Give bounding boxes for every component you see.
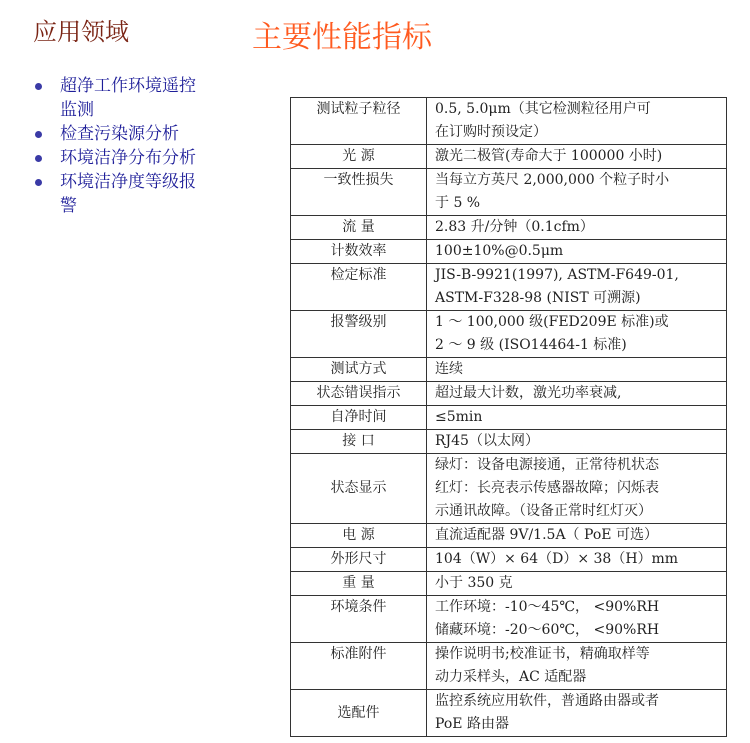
spec-value: 监控系统应用软件，普通路由器或者 PoE 路由器 bbox=[427, 690, 727, 737]
application-item-label: 环境洁净分布分析 bbox=[60, 148, 196, 168]
table-row bbox=[291, 169, 727, 216]
bullet-icon bbox=[35, 131, 42, 138]
spec-name: 流 量 bbox=[291, 216, 427, 240]
spec-value: 激光二极管(寿命大于 100000 小时) bbox=[427, 145, 727, 169]
table-row bbox=[291, 548, 727, 572]
spec-value: 直流适配器 9V/1.5A（ PoE 可选） bbox=[427, 524, 727, 548]
spec-name: 测试粒子粒径 bbox=[291, 98, 427, 145]
application-item-label: 检查污染源分析 bbox=[60, 124, 179, 144]
spec-value: 工作环境：-10～45℃， <90%RH 储藏环境：-20～60℃， <90%RH bbox=[427, 596, 727, 643]
spec-value: ≤5min bbox=[427, 406, 727, 430]
table-row bbox=[291, 430, 727, 454]
spec-value: 100±10%@0.5μm bbox=[427, 240, 727, 264]
table-row bbox=[291, 524, 727, 548]
spec-value: 超过最大计数，激光功率衰减, bbox=[427, 382, 727, 406]
spec-name: 自净时间 bbox=[291, 406, 427, 430]
spec-name: 状态错误指示 bbox=[291, 382, 427, 406]
bullet-icon bbox=[35, 83, 42, 90]
application-list bbox=[30, 74, 200, 218]
table-row bbox=[291, 264, 727, 311]
spec-value: 小于 350 克 bbox=[427, 572, 727, 596]
application-areas-title: 应用领域 bbox=[33, 18, 129, 46]
table-row bbox=[291, 406, 727, 430]
table-row bbox=[291, 596, 727, 643]
application-item bbox=[30, 122, 200, 146]
spec-value: RJ45（以太网） bbox=[427, 430, 727, 454]
spec-name: 环境条件 bbox=[291, 596, 427, 643]
spec-value: 1 ～ 100,000 级(FED209E 标准)或 2 ～ 9 级 (ISO14464-1 标准) bbox=[427, 311, 727, 358]
table-row bbox=[291, 311, 727, 358]
application-item bbox=[30, 146, 200, 170]
spec-name: 检定标准 bbox=[291, 264, 427, 311]
application-item bbox=[30, 170, 200, 218]
spec-name: 选配件 bbox=[291, 690, 427, 737]
bullet-icon bbox=[35, 155, 42, 162]
spec-value: JIS-B-9921(1997), ASTM-F649-01, ASTM-F328-98 (NIST 可溯源) bbox=[427, 264, 727, 311]
application-item bbox=[30, 74, 200, 122]
spec-name: 报警级别 bbox=[291, 311, 427, 358]
table-row bbox=[291, 382, 727, 406]
table-row bbox=[291, 358, 727, 382]
spec-name: 电 源 bbox=[291, 524, 427, 548]
spec-name: 接 口 bbox=[291, 430, 427, 454]
spec-name: 计数效率 bbox=[291, 240, 427, 264]
table-row bbox=[291, 145, 727, 169]
spec-name: 测试方式 bbox=[291, 358, 427, 382]
spec-value: 绿灯：设备电源接通，正常待机状态 红灯：长亮表示传感器故障；闪烁表 示通讯故障。（设备正常时红灯灭） bbox=[427, 454, 727, 524]
spec-value: 0.5, 5.0μm（其它检测粒径用户可 在订购时预设定） bbox=[427, 98, 727, 145]
spec-name: 一致性损失 bbox=[291, 169, 427, 216]
spec-value: 连续 bbox=[427, 358, 727, 382]
table-row bbox=[291, 98, 727, 145]
spec-value: 操作说明书;校准证书，精确取样等 动力采样头，AC 适配器 bbox=[427, 643, 727, 690]
spec-value: 2.83 升/分钟（0.1cfm） bbox=[427, 216, 727, 240]
specs-title: 主要性能指标 bbox=[252, 20, 432, 55]
spec-name: 标准附件 bbox=[291, 643, 427, 690]
spec-value: 104（W）× 64（D）× 38（H）mm bbox=[427, 548, 727, 572]
application-item-label: 环境洁净度等级报警 bbox=[60, 172, 196, 216]
table-row bbox=[291, 572, 727, 596]
spec-name: 重 量 bbox=[291, 572, 427, 596]
table-row bbox=[291, 240, 727, 264]
spec-name: 光 源 bbox=[291, 145, 427, 169]
table-row bbox=[291, 216, 727, 240]
spec-name: 外形尺寸 bbox=[291, 548, 427, 572]
bullet-icon bbox=[35, 179, 42, 186]
table-row bbox=[291, 454, 727, 524]
table-row bbox=[291, 690, 727, 737]
specs-table bbox=[290, 97, 727, 737]
application-item-label: 超净工作环境遥控监测 bbox=[60, 76, 196, 120]
spec-name: 状态显示 bbox=[291, 454, 427, 524]
spec-value: 当每立方英尺 2,000,000 个粒子时小 于 5 % bbox=[427, 169, 727, 216]
table-row bbox=[291, 643, 727, 690]
